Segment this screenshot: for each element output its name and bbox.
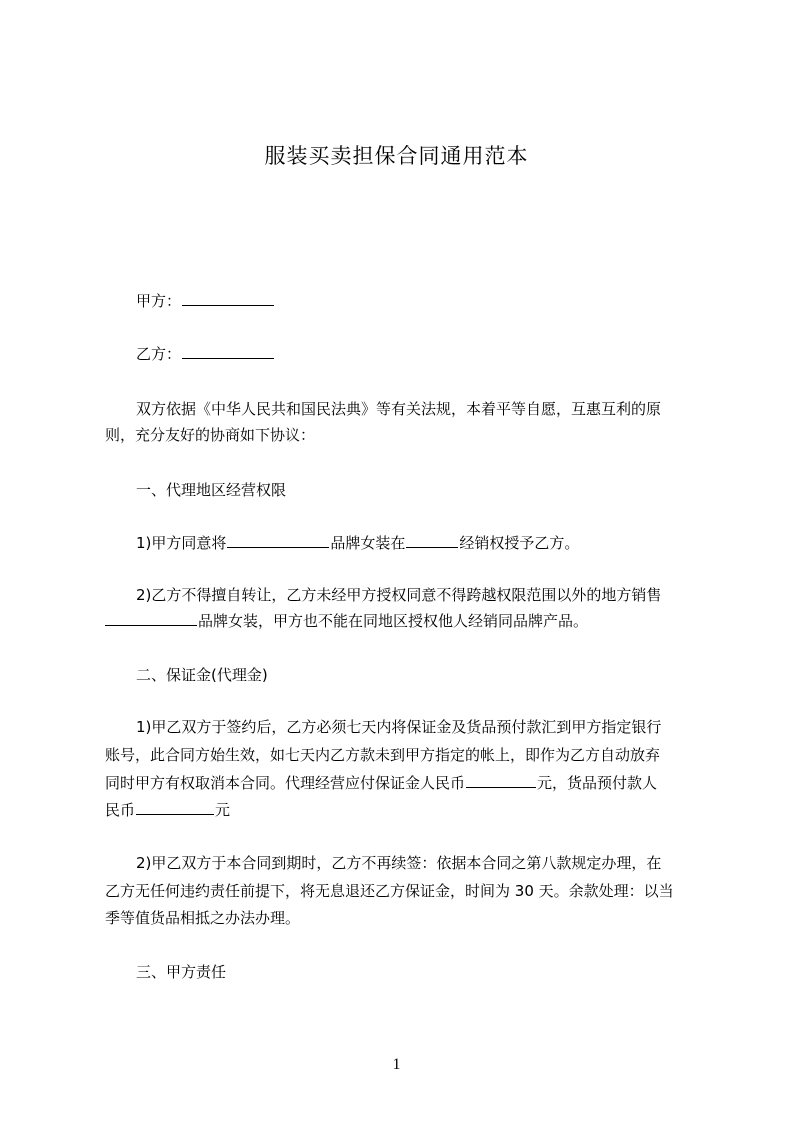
section-2-heading: 二、保证金(代理金) [136,666,268,684]
party-b-label: 乙方： [136,345,182,363]
section-2-item-1-line-2: 账号，此合同方始生效，如七天内乙方款未到甲方指定的帐上，即作为乙方自动放弃 [105,746,661,764]
section-1-item-2-suffix: 品牌女装，甲方也不能在同地区授权他人经销同品牌产品。 [198,612,589,630]
section-2-item-2-line-3: 季等值货品相抵之办法办理。 [105,909,301,927]
section-1-item-1-suffix: 经销权授予乙方。 [459,534,580,552]
intro-line-2: 则，充分友好的协商如下协议： [105,426,316,444]
party-a-blank [182,290,274,306]
section-1-item-1-middle: 品牌女装在 [330,534,406,552]
section-1-heading: 一、代理地区经营权限 [136,481,287,499]
section-2-item-2-line-2: 乙方无任何违约责任前提下，将无息退还乙方保证金，时间为 30 天。余款处理：以当 [105,882,674,900]
party-a-line [136,290,275,312]
brand-blank-2 [105,610,197,626]
section-2-item-1-line-4 [105,799,230,821]
section-3-heading: 三、甲方责任 [136,963,227,981]
section-2-item-1-line-1: 1)甲乙双方于签约后，乙方必须七天内将保证金及货品预付款汇到甲方指定银行 [136,718,662,736]
prepay-prefix: 民币 [105,801,136,819]
deposit-suffix: 元，货品预付款人 [537,774,658,792]
page-number: 1 [392,1056,401,1073]
party-a-label: 甲方： [136,292,182,310]
party-b-line [136,343,275,365]
section-1-item-1 [136,532,579,554]
prepay-suffix: 元 [215,801,231,819]
party-b-blank [182,343,274,359]
prepay-amount-blank [136,799,214,815]
brand-blank [227,532,329,548]
section-1-item-1-prefix: 1)甲方同意将 [136,534,227,552]
region-blank [406,532,458,548]
section-1-item-2-line-2 [105,610,588,632]
section-2-item-1-line-3 [105,772,657,794]
section-2-item-2-line-1: 2)甲乙双方于本合同到期时，乙方不再续签：依据本合同之第八款规定办理，在 [136,854,662,872]
document-title: 服装买卖担保合同通用范本 [264,144,529,168]
section-1-item-2-line-1: 2)乙方不得擅自转让，乙方未经甲方授权同意不得跨越权限范围以外的地方销售 [136,586,662,604]
deposit-prefix: 同时甲方有权取消本合同。代理经营应付保证金人民币 [105,774,466,792]
deposit-amount-blank [466,772,536,788]
intro-line-1: 双方依据《中华人民共和国民法典》等有关法规，本着平等自愿，互惠互利的原 [136,400,662,418]
